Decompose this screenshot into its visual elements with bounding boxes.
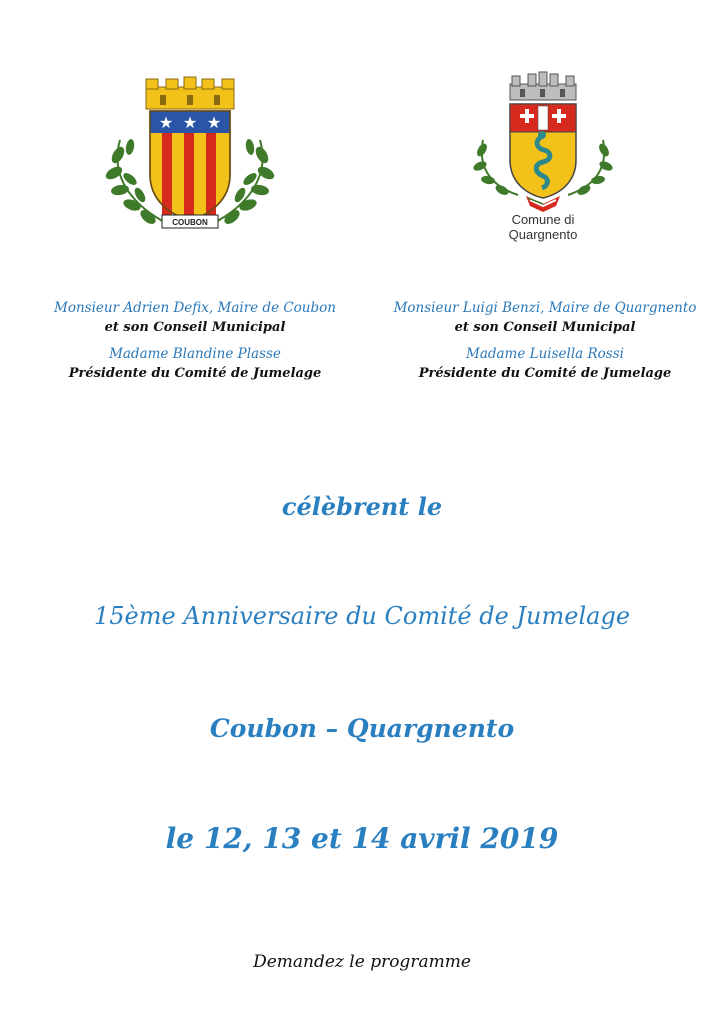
coubon-banner-text: COUBON bbox=[172, 218, 208, 227]
coubon-committee-president: Madame Blandine Plasse bbox=[109, 346, 281, 362]
quargnento-committee-president: Madame Luisella Rossi bbox=[466, 346, 624, 362]
quargnento-shield-icon bbox=[510, 104, 576, 198]
quargnento-council: et son Conseil Municipal bbox=[454, 320, 636, 335]
coubon-hosts bbox=[30, 298, 360, 384]
coubon-banner bbox=[162, 215, 218, 228]
coubon-committee-title: Présidente du Comité de Jumelage bbox=[68, 366, 322, 381]
coubon-coat-of-arms bbox=[100, 75, 280, 235]
mural-crown-icon bbox=[146, 77, 234, 109]
towns-heading: Coubon – Quargnento bbox=[209, 714, 515, 743]
event-dates: le 12, 13 et 14 avril 2019 bbox=[165, 822, 559, 855]
coubon-shield-icon bbox=[150, 111, 230, 221]
program-note: Demandez le programme bbox=[253, 952, 471, 972]
svg-text:★: ★ bbox=[182, 113, 198, 132]
municipal-crown-icon bbox=[510, 72, 576, 100]
svg-text:★: ★ bbox=[206, 113, 222, 132]
anniversary-heading: 15ème Anniversaire du Comité de Jumelage bbox=[93, 602, 631, 630]
celebrate-heading: célèbrent le bbox=[281, 492, 443, 521]
quargnento-caption-line2: Quargnento bbox=[508, 227, 578, 242]
quargnento-committee-title: Présidente du Comité de Jumelage bbox=[418, 366, 672, 381]
quargnento-mayor: Monsieur Luigi Benzi, Maire de Quargnento bbox=[393, 300, 697, 316]
svg-text:★: ★ bbox=[158, 113, 174, 132]
quargnento-hosts bbox=[380, 298, 710, 384]
coubon-council: et son Conseil Municipal bbox=[104, 320, 286, 335]
quargnento-caption-line1: Comune di bbox=[511, 212, 575, 227]
coubon-mayor: Monsieur Adrien Defix, Maire de Coubon bbox=[54, 300, 336, 316]
